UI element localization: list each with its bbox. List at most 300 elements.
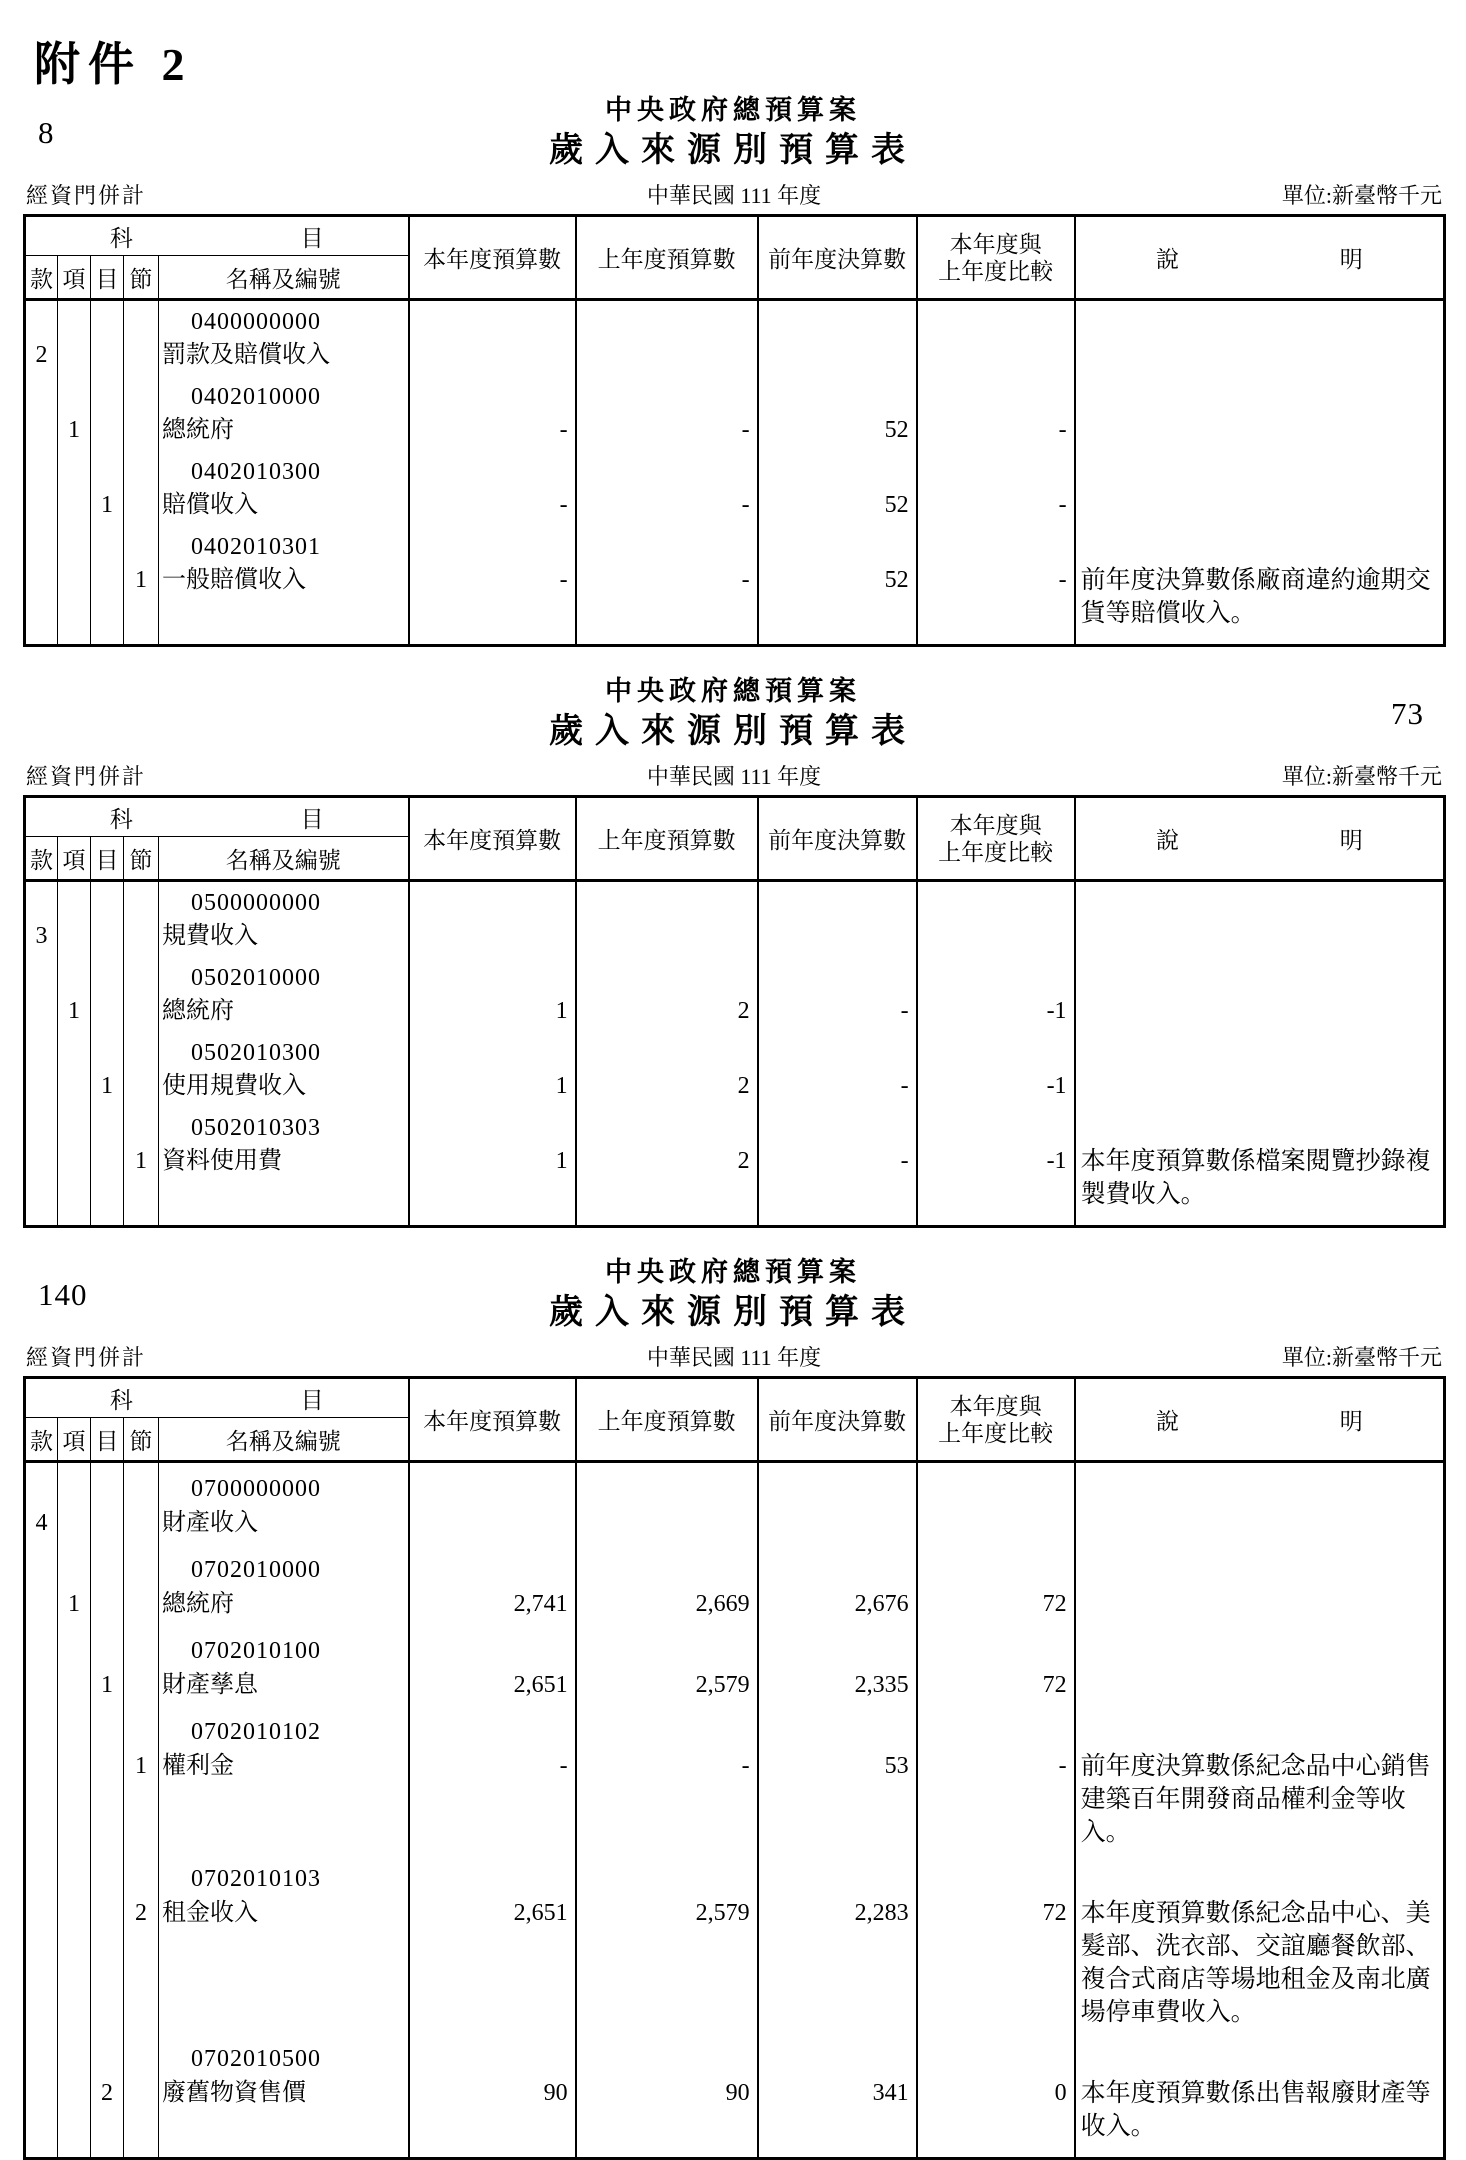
prior-budget-cell-value: 2,669 (695, 1591, 750, 1617)
current-budget-cell-value: 2,741 (513, 1591, 568, 1617)
current-budget-cell (409, 300, 576, 377)
account-name: 財產收入 (162, 1510, 258, 1536)
name-code-cell (159, 2033, 409, 2159)
prior-budget-cell (576, 1462, 758, 1545)
account-name: 賠償收入 (162, 492, 258, 518)
prior-budget-cell (576, 1544, 758, 1625)
prior-budget-cell-value: 2 (737, 998, 750, 1024)
unit-label: 單位:新臺幣千元 (1281, 183, 1442, 208)
kuan-level-cell (25, 1544, 58, 1625)
mu-level-cell (91, 881, 124, 958)
previous-actual-cell-value: - (900, 1073, 909, 1099)
current-budget-cell-value: 1 (555, 1148, 568, 1174)
mu-level-cell (91, 376, 124, 451)
column-header-mu: 目 (91, 837, 124, 881)
jie-level-cell (124, 300, 159, 377)
column-header-current-budget: 本年度預算數 (409, 216, 576, 300)
explanation-right-glyph: 明 (1339, 828, 1363, 853)
account-code: 0402010301 (191, 534, 321, 560)
prior-budget-cell-value: - (741, 492, 750, 518)
header-row-1 (25, 797, 1445, 837)
name-code-cell (159, 451, 409, 526)
mu-level-cell (91, 300, 124, 377)
explanation-text: 本年度預算數係紀念品中心、美髮部、洗衣部、交誼廳餐飲部、複合式商店等場地租金及南北廣場停車費收入。 (1080, 1900, 1431, 2026)
prior-budget-cell (576, 526, 758, 646)
comparison-cell (917, 957, 1075, 1032)
column-header-comparison (917, 216, 1075, 300)
budget-row (25, 376, 1445, 451)
explanation-cell (1075, 1107, 1445, 1227)
fiscal-year-label: 中華民國 111 年度 (646, 183, 822, 208)
current-budget-cell-value: - (559, 1753, 568, 1779)
kuan-level-cell (25, 957, 58, 1032)
previous-actual-cell (758, 1107, 917, 1227)
account-name: 總統府 (162, 998, 234, 1024)
comparison-cell (917, 1462, 1075, 1545)
jie-level-cell (124, 2033, 159, 2159)
column-header-explanation (1075, 216, 1445, 300)
comparison-line1: 本年度與 (949, 1393, 1042, 1419)
comparison-cell-value: 72 (1042, 1591, 1067, 1617)
account-code: 0702010102 (191, 1719, 321, 1745)
account-code: 0502010300 (191, 1040, 321, 1066)
previous-actual-cell-value: 52 (884, 492, 909, 518)
budget-table-section (0, 673, 1466, 1228)
xiang-level-cell-number: 1 (68, 1591, 80, 1617)
current-budget-cell (409, 1706, 576, 1853)
comparison-cell (917, 1032, 1075, 1107)
previous-actual-cell-value: 2,335 (854, 1672, 909, 1698)
page-number: 8 (38, 115, 55, 150)
explanation-cell (1075, 1462, 1445, 1545)
prior-budget-cell (576, 300, 758, 377)
comparison-cell (917, 1853, 1075, 2033)
budget-row (25, 1853, 1445, 2033)
prior-budget-cell-value: 2 (737, 1148, 750, 1174)
current-budget-cell (409, 451, 576, 526)
account-code: 0702010103 (191, 1866, 321, 1892)
explanation-right-glyph: 明 (1339, 1409, 1363, 1434)
jie-level-cell (124, 1544, 159, 1625)
account-code: 0502010303 (191, 1115, 321, 1141)
prior-budget-cell (576, 1032, 758, 1107)
column-header-jie: 節 (124, 256, 159, 300)
budget-row (25, 451, 1445, 526)
explanation-cell (1075, 957, 1445, 1032)
account-code: 0702010000 (191, 1557, 321, 1583)
previous-actual-cell (758, 526, 917, 646)
budget-row (25, 1544, 1445, 1625)
kuan-level-cell (25, 1625, 58, 1706)
jie-level-cell (124, 1462, 159, 1545)
comparison-cell (917, 1706, 1075, 1853)
current-budget-cell-value: 1 (555, 1073, 568, 1099)
current-budget-cell (409, 376, 576, 451)
previous-actual-cell (758, 300, 917, 377)
name-code-cell (159, 1544, 409, 1625)
prior-budget-cell (576, 881, 758, 958)
subject-left-glyph: 科 (109, 1387, 133, 1413)
account-name: 權利金 (162, 1753, 234, 1779)
kuan-level-cell (25, 1706, 58, 1853)
account-name: 使用規費收入 (162, 1073, 306, 1099)
current-budget-cell (409, 1853, 576, 2033)
explanation-left-glyph: 說 (1155, 828, 1179, 853)
column-header-current-budget: 本年度預算數 (409, 1378, 576, 1462)
table-meta-row (26, 759, 1442, 793)
current-budget-cell-value: 2,651 (513, 1672, 568, 1698)
explanation-cell (1075, 376, 1445, 451)
fiscal-year-label: 中華民國 111 年度 (646, 764, 822, 789)
prior-budget-cell-value: - (741, 1753, 750, 1779)
column-header-prior-budget: 上年度預算數 (576, 1378, 758, 1462)
account-code: 0400000000 (191, 309, 321, 335)
kuan-level-cell (25, 376, 58, 451)
mu-level-cell (91, 2033, 124, 2159)
section-header (0, 673, 1466, 755)
jie-level-cell (124, 1706, 159, 1853)
account-name: 資料使用費 (162, 1148, 282, 1174)
mu-level-cell (91, 957, 124, 1032)
comparison-cell-value: - (1058, 492, 1067, 518)
comparison-cell-value: -1 (1046, 1148, 1067, 1174)
account-name: 總統府 (162, 1591, 234, 1617)
prior-budget-cell (576, 2033, 758, 2159)
column-header-previous-actual: 前年度決算數 (758, 797, 917, 881)
previous-actual-cell (758, 2033, 917, 2159)
xiang-level-cell (58, 1107, 91, 1227)
kuan-level-cell-number: 3 (35, 923, 48, 949)
account-code: 0402010000 (191, 384, 321, 410)
column-header-previous-actual: 前年度決算數 (758, 216, 917, 300)
previous-actual-cell-value: - (900, 998, 909, 1024)
name-code-cell (159, 1032, 409, 1107)
xiang-level-cell-number: 1 (68, 417, 80, 443)
column-header-name-code: 名稱及編號 (159, 837, 409, 881)
column-header-kuan: 款 (25, 256, 58, 300)
explanation-text: 本年度預算數係檔案閱覽抄錄複製費收入。 (1080, 1148, 1431, 1208)
previous-actual-cell (758, 376, 917, 451)
explanation-cell (1075, 2033, 1445, 2159)
revenue-budget-table (23, 214, 1446, 647)
jie-level-cell-number: 1 (135, 567, 147, 593)
column-header-name-code: 名稱及編號 (159, 256, 409, 300)
xiang-level-cell (58, 2033, 91, 2159)
kuan-level-cell (25, 300, 58, 377)
jie-level-cell (124, 1032, 159, 1107)
subject-right-glyph: 目 (300, 225, 324, 251)
xiang-level-cell-number: 1 (68, 998, 80, 1024)
table-title: 歲入來源別預算表 (549, 1294, 917, 1331)
column-header-xiang: 項 (58, 837, 91, 881)
account-name: 租金收入 (162, 1900, 258, 1926)
column-header-comparison (917, 1378, 1075, 1462)
comparison-cell-value: - (1058, 567, 1067, 593)
column-header-jie: 節 (124, 1418, 159, 1462)
comparison-cell (917, 1544, 1075, 1625)
previous-actual-cell-value: 52 (884, 567, 909, 593)
section-scope-label: 經資門併計 (26, 183, 147, 208)
fiscal-year-label: 中華民國 111 年度 (646, 1345, 822, 1370)
document-title: 中央政府總預算案 (605, 95, 861, 125)
name-code-cell (159, 376, 409, 451)
kuan-level-cell (25, 526, 58, 646)
comparison-cell-value: 72 (1042, 1672, 1067, 1698)
column-header-explanation (1075, 797, 1445, 881)
current-budget-cell (409, 2033, 576, 2159)
column-header-subject (25, 216, 409, 256)
previous-actual-cell-value: 341 (872, 2080, 909, 2106)
name-code-cell (159, 1853, 409, 2033)
prior-budget-cell (576, 1625, 758, 1706)
jie-level-cell (124, 957, 159, 1032)
name-code-cell (159, 300, 409, 377)
page-number: 140 (38, 1277, 88, 1312)
revenue-budget-table (23, 795, 1446, 1228)
explanation-cell (1075, 1706, 1445, 1853)
previous-actual-cell (758, 1706, 917, 1853)
jie-level-cell (124, 376, 159, 451)
account-name: 財產孳息 (162, 1672, 258, 1698)
unit-label: 單位:新臺幣千元 (1281, 1345, 1442, 1370)
name-code-cell (159, 881, 409, 958)
explanation-cell (1075, 1625, 1445, 1706)
budget-table-section (0, 92, 1466, 647)
current-budget-cell-value: - (559, 492, 568, 518)
explanation-cell (1075, 1853, 1445, 2033)
comparison-line2: 上年度比較 (938, 839, 1054, 865)
current-budget-cell-value: 90 (543, 2080, 568, 2106)
budget-row (25, 2033, 1445, 2159)
prior-budget-cell (576, 1853, 758, 2033)
table-meta-row (26, 1340, 1442, 1374)
budget-row (25, 1032, 1445, 1107)
section-header (0, 1254, 1466, 1336)
account-code: 0500000000 (191, 890, 321, 916)
comparison-cell (917, 300, 1075, 377)
comparison-cell-value: 72 (1042, 1900, 1067, 1926)
current-budget-cell (409, 1544, 576, 1625)
previous-actual-cell (758, 881, 917, 958)
xiang-level-cell (58, 376, 91, 451)
comparison-cell (917, 451, 1075, 526)
mu-level-cell-number: 1 (101, 1672, 113, 1698)
xiang-level-cell (58, 1032, 91, 1107)
subject-left-glyph: 科 (109, 225, 133, 251)
column-header-mu: 目 (91, 256, 124, 300)
account-code: 0402010300 (191, 459, 321, 485)
section-scope-label: 經資門併計 (26, 1345, 147, 1370)
mu-level-cell (91, 1853, 124, 2033)
jie-level-cell (124, 1625, 159, 1706)
column-header-xiang: 項 (58, 256, 91, 300)
xiang-level-cell (58, 1544, 91, 1625)
budget-row (25, 300, 1445, 377)
current-budget-cell (409, 1625, 576, 1706)
section-header (0, 92, 1466, 174)
mu-level-cell-number: 1 (101, 1073, 113, 1099)
xiang-level-cell (58, 1462, 91, 1545)
comparison-cell (917, 526, 1075, 646)
comparison-cell-value: - (1058, 1753, 1067, 1779)
column-header-subject (25, 797, 409, 837)
account-code: 0702010500 (191, 2046, 321, 2072)
column-header-subject (25, 1378, 409, 1418)
kuan-level-cell-number: 4 (35, 1510, 48, 1536)
name-code-cell (159, 957, 409, 1032)
name-code-cell (159, 526, 409, 646)
prior-budget-cell-value: - (741, 417, 750, 443)
prior-budget-cell-value: - (741, 567, 750, 593)
account-name: 廢舊物資售價 (162, 2080, 306, 2106)
jie-level-cell (124, 526, 159, 646)
xiang-level-cell (58, 881, 91, 958)
prior-budget-cell (576, 451, 758, 526)
column-header-xiang: 項 (58, 1418, 91, 1462)
previous-actual-cell (758, 957, 917, 1032)
mu-level-cell-number: 2 (101, 2080, 113, 2106)
comparison-line1: 本年度與 (949, 812, 1042, 838)
budget-row (25, 881, 1445, 958)
column-header-kuan: 款 (25, 1418, 58, 1462)
kuan-level-cell (25, 1853, 58, 2033)
budget-row (25, 1107, 1445, 1227)
table-title: 歲入來源別預算表 (549, 132, 917, 169)
jie-level-cell (124, 1107, 159, 1227)
budget-sections (0, 92, 1466, 2160)
previous-actual-cell-value: 2,676 (854, 1591, 909, 1617)
explanation-cell (1075, 1544, 1445, 1625)
column-header-explanation (1075, 1378, 1445, 1462)
prior-budget-cell (576, 1107, 758, 1227)
comparison-cell-value: -1 (1046, 1073, 1067, 1099)
mu-level-cell (91, 526, 124, 646)
account-code: 0700000000 (191, 1476, 321, 1502)
explanation-cell (1075, 300, 1445, 377)
subject-right-glyph: 目 (300, 1387, 324, 1413)
mu-level-cell (91, 1032, 124, 1107)
previous-actual-cell (758, 1544, 917, 1625)
jie-level-cell (124, 1853, 159, 2033)
jie-level-cell-number: 2 (135, 1900, 147, 1926)
current-budget-cell (409, 1032, 576, 1107)
revenue-budget-table (23, 1376, 1446, 2160)
explanation-cell (1075, 526, 1445, 646)
current-budget-cell-value: 2,651 (513, 1900, 568, 1926)
account-code: 0702010100 (191, 1638, 321, 1664)
previous-actual-cell-value: - (900, 1148, 909, 1174)
column-header-previous-actual: 前年度決算數 (758, 1378, 917, 1462)
prior-budget-cell (576, 1706, 758, 1853)
budget-row (25, 957, 1445, 1032)
comparison-line2: 上年度比較 (938, 1420, 1054, 1446)
name-code-cell (159, 1462, 409, 1545)
prior-budget-cell-value: 2,579 (695, 1672, 750, 1698)
current-budget-cell (409, 1107, 576, 1227)
mu-level-cell (91, 1706, 124, 1853)
budget-row (25, 1625, 1445, 1706)
column-header-kuan: 款 (25, 837, 58, 881)
explanation-cell (1075, 881, 1445, 958)
previous-actual-cell (758, 1625, 917, 1706)
comparison-line1: 本年度與 (949, 231, 1042, 257)
previous-actual-cell-value: 52 (884, 417, 909, 443)
name-code-cell (159, 1107, 409, 1227)
column-header-comparison (917, 797, 1075, 881)
unit-label: 單位:新臺幣千元 (1281, 764, 1442, 789)
table-meta-row (26, 178, 1442, 212)
comparison-cell (917, 376, 1075, 451)
account-name: 規費收入 (162, 923, 258, 949)
kuan-level-cell (25, 451, 58, 526)
previous-actual-cell (758, 1853, 917, 2033)
table-body (25, 881, 1445, 1227)
budget-row (25, 1706, 1445, 1853)
current-budget-cell (409, 1462, 576, 1545)
mu-level-cell (91, 1625, 124, 1706)
comparison-cell (917, 2033, 1075, 2159)
prior-budget-cell-value: 2,579 (695, 1900, 750, 1926)
section-scope-label: 經資門併計 (26, 764, 147, 789)
comparison-cell-value: 0 (1054, 2080, 1067, 2106)
xiang-level-cell (58, 957, 91, 1032)
current-budget-cell-value: - (559, 567, 568, 593)
account-code: 0502010000 (191, 965, 321, 991)
kuan-level-cell (25, 1462, 58, 1545)
mu-level-cell (91, 1544, 124, 1625)
prior-budget-cell-value: 90 (725, 2080, 750, 2106)
header-row-1 (25, 216, 1445, 256)
xiang-level-cell (58, 526, 91, 646)
column-header-prior-budget: 上年度預算數 (576, 797, 758, 881)
budget-table-section (0, 1254, 1466, 2160)
budget-row (25, 1462, 1445, 1545)
explanation-left-glyph: 說 (1155, 1409, 1179, 1434)
xiang-level-cell (58, 300, 91, 377)
explanation-left-glyph: 說 (1155, 247, 1179, 272)
comparison-cell-value: - (1058, 417, 1067, 443)
current-budget-cell (409, 881, 576, 958)
column-header-name-code: 名稱及編號 (159, 1418, 409, 1462)
column-header-mu: 目 (91, 1418, 124, 1462)
jie-level-cell-number: 1 (135, 1148, 147, 1174)
current-budget-cell-value: - (559, 417, 568, 443)
budget-row (25, 526, 1445, 646)
mu-level-cell (91, 451, 124, 526)
account-name: 罰款及賠償收入 (162, 342, 330, 368)
mu-level-cell (91, 1107, 124, 1227)
jie-level-cell-number: 1 (135, 1753, 147, 1779)
explanation-cell (1075, 451, 1445, 526)
header-row-1 (25, 1378, 1445, 1418)
subject-left-glyph: 科 (109, 806, 133, 832)
current-budget-cell (409, 526, 576, 646)
mu-level-cell-number: 1 (101, 492, 113, 518)
explanation-text: 前年度決算數係廠商違約逾期交貨等賠償收入。 (1080, 567, 1431, 627)
current-budget-cell-value: 1 (555, 998, 568, 1024)
account-name: 一般賠償收入 (162, 567, 306, 593)
prior-budget-cell (576, 957, 758, 1032)
page-number: 73 (1391, 696, 1424, 731)
prior-budget-cell-value: 2 (737, 1073, 750, 1099)
kuan-level-cell-number: 2 (35, 342, 48, 368)
table-body (25, 300, 1445, 646)
subject-right-glyph: 目 (300, 806, 324, 832)
previous-actual-cell (758, 1032, 917, 1107)
comparison-cell (917, 1625, 1075, 1706)
column-header-jie: 節 (124, 837, 159, 881)
xiang-level-cell (58, 1625, 91, 1706)
